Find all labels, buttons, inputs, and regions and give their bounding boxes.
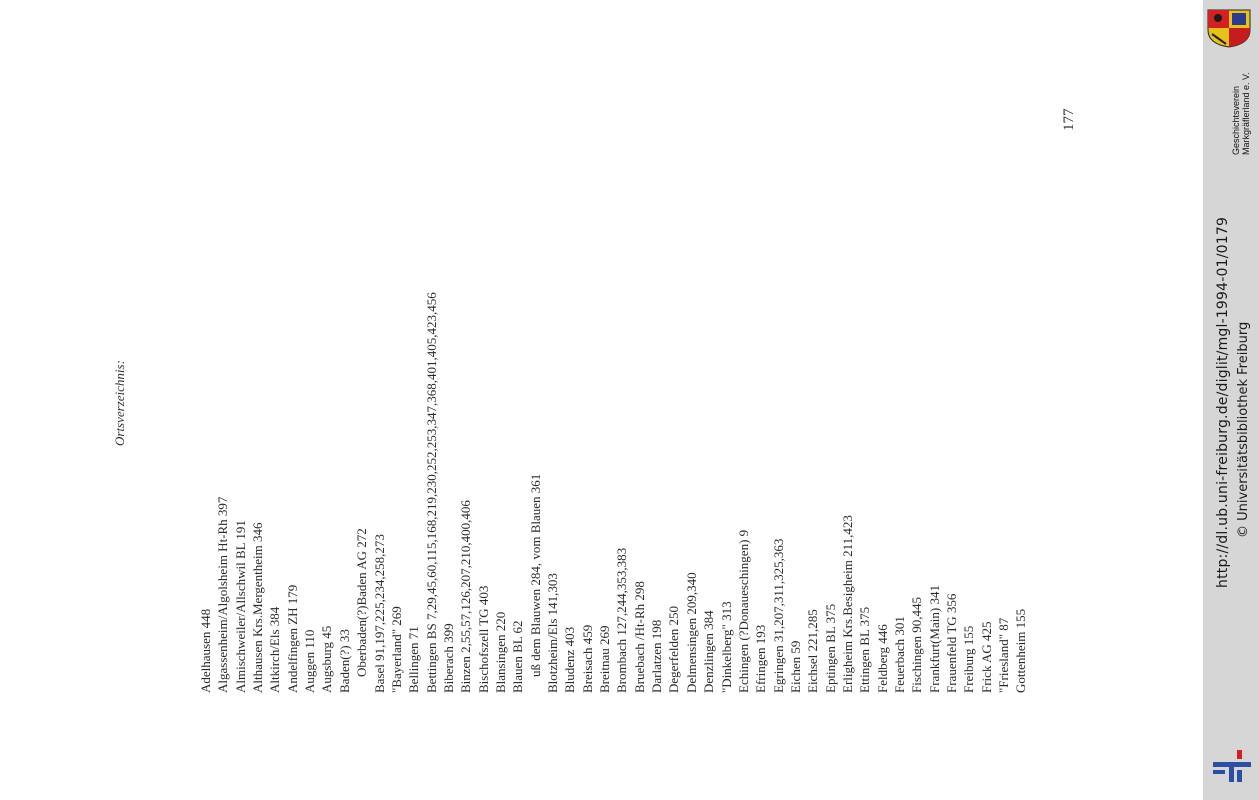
index-entry: Gottenheim 155: [1013, 608, 1029, 693]
index-entry: Egringen 31,207,311,325,363: [770, 538, 786, 693]
sidebar: [1203, 0, 1259, 800]
index-entry: Algassenheim/Algolsheim Ht-Rh 397: [215, 496, 231, 693]
index-entry: Baden(?) 33: [336, 629, 352, 693]
index-entry: Andelfingen ZH 179: [284, 584, 300, 693]
index-entry: "Friesland" 87: [996, 617, 1012, 693]
index-entry: uß dem Blauwen 284, vom Blauen 361: [527, 473, 543, 677]
index-entry: Eptingen BL 375: [822, 603, 838, 693]
index-entry: Ettingen BL 375: [857, 606, 873, 693]
source-url-link[interactable]: http://dl.ub.uni-freiburg.de/diglit/mgl-1994-01/0179: [1215, 216, 1231, 588]
university-library-logo-icon: [1211, 748, 1253, 784]
copyright-notice: © Universitätsbibliothek Freiburg: [1236, 321, 1251, 538]
index-entry: Frauenfeld TG 356: [944, 593, 960, 693]
index-entry: "Dinkelberg" 313: [718, 601, 734, 693]
index-entry: Erligheim Krs.Besigheim 211,423: [839, 515, 855, 693]
index-entry: Blauen BL 62: [510, 620, 526, 693]
index-entry: Auggen 110: [302, 629, 318, 693]
index-entry: Blotzheim/Els 141,303: [545, 573, 560, 693]
index-entry: Almischweiler/Allschwil BL 191: [232, 520, 248, 693]
index-entry: Augsburg 45: [319, 625, 335, 693]
heading: Ortsverzeichnis:: [112, 360, 127, 446]
index-entry: Fischingen 90,445: [909, 596, 925, 693]
index-entry: Bludenz 403: [562, 626, 578, 693]
index-entry: Degerfelden 250: [666, 606, 682, 693]
index-entry: Althausen Krs.Mergentheim 346: [250, 522, 266, 693]
index-entry: Echingen (?Donaueschingen) 9: [735, 529, 751, 693]
index-entry: Eichsel 221,285: [805, 609, 821, 693]
index-entry: Eichen 59: [787, 640, 803, 693]
society-name: [1231, 72, 1252, 155]
index-entry: Darlatzen 198: [649, 619, 665, 693]
index-entry: Basel 91,197,225,234,258,273: [371, 534, 387, 693]
index-entry: Bellingen 71: [406, 626, 422, 693]
index-entry: Adelhausen 448: [198, 608, 213, 693]
society-line-2: Markgräflerland e. V.: [1241, 72, 1252, 155]
index-entry: Delmensingen 209,340: [683, 572, 699, 693]
index-entry: Bettingen BS 7,29,45,60,115,168,219,230,252,253,347,368,401,405,423,456: [423, 292, 439, 693]
index-entry: Frankfurt(Main) 341: [926, 585, 942, 693]
index-entry: Freiburg 155: [961, 625, 977, 693]
index-entry: Blansingen 220: [492, 611, 508, 693]
index-entry: Brombach 127,244,353,383: [614, 547, 630, 693]
page-number: 177: [1061, 108, 1077, 131]
index-entry: Oberbaden(?)Baden AG 272: [354, 528, 370, 677]
index-entry: Breisach 459: [579, 624, 595, 693]
index-entry: "Bayerland" 269: [388, 606, 404, 693]
index-entry: Biberach 399: [440, 623, 456, 693]
society-line-1: Geschichtsverein: [1231, 85, 1241, 155]
index-entry: Feldberg 446: [874, 624, 890, 693]
index-entry: Efringen 193: [753, 624, 769, 693]
index-entry: Altkirch/Els 384: [267, 606, 283, 693]
coat-of-arms-icon: [1206, 8, 1252, 48]
index-entry: Breitnau 269: [597, 625, 613, 693]
index-entry: Binzen 2,55,57,126,207,210,400,406: [458, 500, 474, 693]
index-entry: Feuerbach 301: [892, 616, 907, 693]
index-entry: Bischofszell TG 403: [475, 585, 491, 693]
index-entry: Frick AG 425: [978, 621, 994, 693]
index-entry: Denzlingen 384: [701, 610, 717, 693]
index-entry: Bruebach /Ht-Rh 298: [631, 581, 647, 693]
